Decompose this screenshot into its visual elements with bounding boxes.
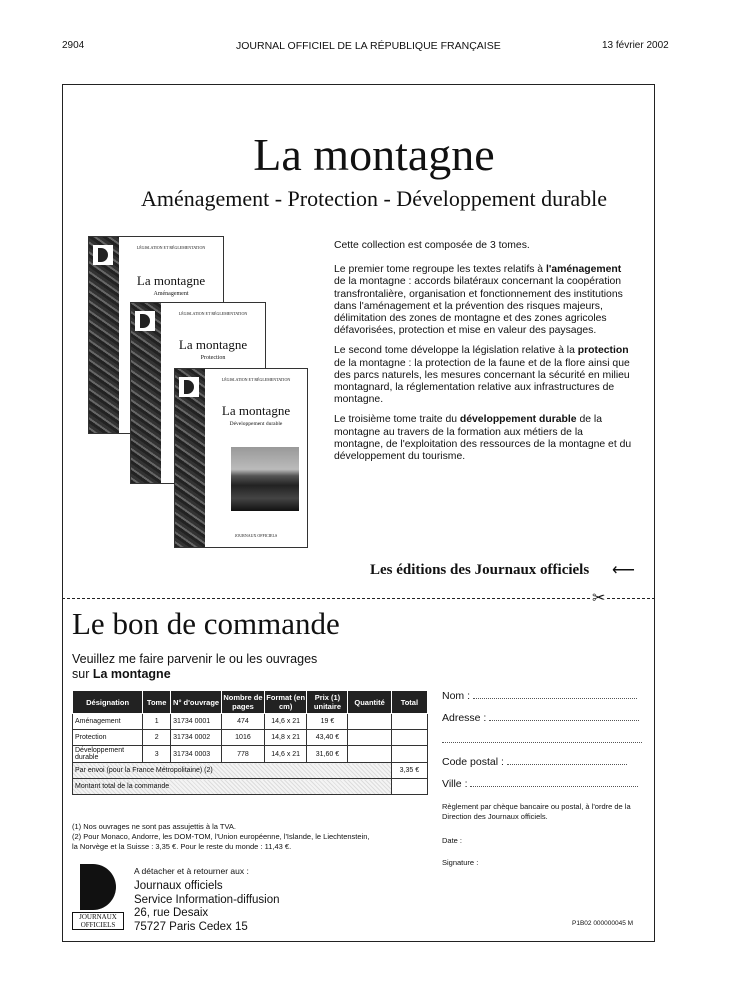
book-cover-3 (174, 368, 308, 548)
col-quantite: Quantité (348, 691, 391, 714)
editions-label: Les éditions des Journaux officiels (370, 562, 590, 578)
book-title: La montagne (178, 337, 248, 352)
footnote-1: (1) Nos ouvrages ne sont pas assujettis à la TVA. (72, 822, 236, 831)
table-row: Aménagement 1 31734 0001 474 14,6 x 21 19 € (73, 714, 428, 730)
shipping-value: 3,35 € (391, 763, 427, 779)
ad-title: La montagne (253, 129, 495, 180)
col-pages: Nombre de pages (221, 691, 264, 714)
tome1-text: Le premier tome regroupe les textes relatifs à l'aménagement de la montagne : accords bilatéraux concernant la coopération transfrontalière, organisation et fonctionnement des institutions dans l'aménagement et la prévention des risques majeurs, délimitation des zones de montagne et des zones agricoles défavorisées, protection et mise en valeur des paysages. (334, 264, 623, 337)
description (334, 240, 634, 471)
order-title: Le bon de commande (72, 606, 340, 641)
quantity-input-2[interactable] (348, 730, 391, 746)
shipping-label: Par envoi (pour la France Métropolitaine) (2) (73, 763, 392, 779)
date-field[interactable]: Date : (442, 836, 463, 845)
book-publisher: JOURNAUX OFFICIELS (234, 533, 278, 538)
signature-field[interactable]: Signature : (442, 858, 479, 867)
order-request: Veuillez me faire parvenir le ou les ouvrages sur La montagne (72, 652, 318, 681)
shipping-row (73, 763, 428, 779)
jo-logo-icon (93, 245, 113, 265)
total-row (73, 779, 428, 795)
quantity-input-1[interactable] (348, 714, 391, 730)
adresse-line2[interactable] (442, 734, 642, 746)
detach-text: A détacher et à retourner aux : (134, 866, 249, 876)
header-date: 13 février 2002 (602, 40, 669, 51)
order-table (72, 690, 428, 795)
code-postal-field[interactable]: Code postal : (442, 756, 627, 768)
book-series: LÉGISLATION ET RÉGLEMENTATION (178, 311, 248, 316)
footnote-2: (2) Pour Monaco, Andorre, les DOM-TOM, l'Union européenne, l'Islande, le Liechtenstein, (72, 832, 370, 841)
adresse-field[interactable]: Adresse : (442, 712, 639, 724)
arrow-left-icon: ⟵ (612, 562, 635, 579)
jo-logo-icon (135, 311, 155, 331)
book-subtitle: Protection (200, 355, 226, 361)
book-series: LÉGISLATION ET RÉGLEMENTATION (136, 245, 206, 250)
table-row: Développement durable 3 31734 0003 778 14,6 x 21 31,60 € (73, 746, 428, 763)
return-address: Journaux officiels Service Information-diffusion 26, rue Desaix 75727 Paris Cedex 15 (134, 880, 280, 933)
total-cell-2 (391, 730, 427, 746)
tome3-text: Le troisième tome traite du développement durable de la montagne au travers de la formation aux métiers de la montagne, de l'exploitation des ressources de la montagne et du développement du tourisme. (334, 414, 632, 463)
col-format: Format (en cm) (264, 691, 307, 714)
table-row: Protection 2 31734 0002 1016 14,8 x 21 43,40 € (73, 730, 428, 746)
intro-text: Cette collection est composée de 3 tomes. (334, 240, 530, 251)
col-prix: Prix (1) unitaire (307, 691, 348, 714)
total-cell-1 (391, 714, 427, 730)
nom-field[interactable]: Nom : (442, 690, 637, 702)
book-subtitle: Développement durable (229, 421, 283, 427)
ville-field[interactable]: Ville : (442, 778, 638, 790)
mountain-photo (231, 447, 299, 511)
journaux-officiels-logo: JOURNAUX OFFICIELS (72, 864, 122, 930)
footnotes (72, 822, 432, 852)
reference-code: P1B02 000000045 M (572, 920, 634, 927)
ad-subtitle: Aménagement - Protection - Développement durable (140, 186, 608, 211)
col-ouvrage: N° d'ouvrage (171, 691, 222, 714)
quantity-input-3[interactable] (348, 746, 391, 763)
col-total: Total (391, 691, 427, 714)
footnote-3: la Norvège et la Suisse : 3,35 €. Pour le reste du monde : 11,43 €. (72, 842, 292, 851)
payment-text: Règlement par chèque bancaire ou postal, à l'ordre de la Direction des Journaux officiels. (442, 802, 631, 821)
grand-total-cell[interactable] (391, 779, 427, 795)
page-number: 2904 (62, 40, 85, 51)
scissors-icon: ✂ (592, 590, 606, 607)
book-title: La montagne (221, 403, 291, 418)
total-label: Montant total de la commande (73, 779, 392, 795)
total-cell-3 (391, 746, 427, 763)
jo-logo-icon (179, 377, 199, 397)
col-tome: Tome (143, 691, 171, 714)
journal-title: JOURNAL OFFICIEL DE LA RÉPUBLIQUE FRANÇAISE (236, 40, 501, 52)
tome2-text: Le second tome développe la législation relative à la protection de la montagne : la protection de la faune et de la flore ainsi que des parcs naturels, les mesures concernant la sécurité en milieu montagnard, la réglementation relative aux infrastructures de montagne. (334, 345, 630, 406)
cut-line (62, 598, 655, 599)
book-series: LÉGISLATION ET RÉGLEMENTATION (221, 377, 291, 382)
book-title: La montagne (136, 273, 206, 288)
col-designation: Désignation (73, 691, 143, 714)
book-subtitle: Aménagement (153, 291, 189, 297)
